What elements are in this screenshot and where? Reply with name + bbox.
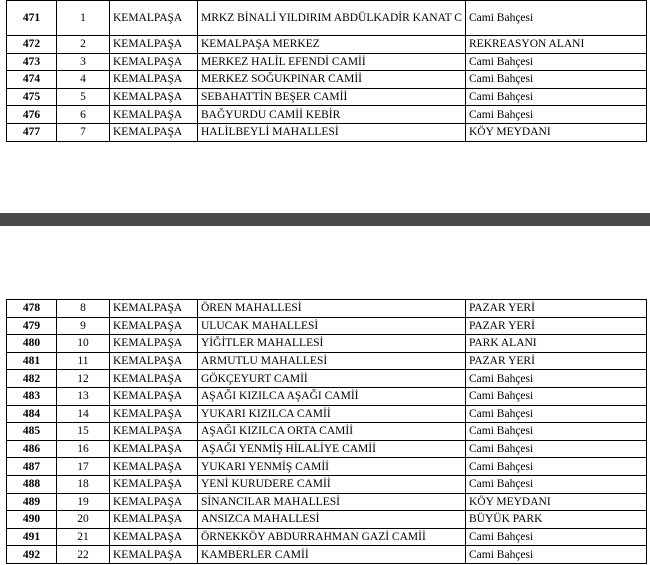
- assembly-area-table-top: [6, 0, 647, 142]
- table-row: [7, 528, 647, 546]
- district-cell: KEMALPAŞA: [110, 546, 198, 564]
- area-type-cell: PAZAR YERİ: [466, 300, 647, 318]
- assembly-area-table-bottom: [6, 299, 647, 564]
- table-row: [7, 300, 647, 318]
- location-cell: AŞAĞI KIZILCA AŞAĞI CAMİİ: [198, 387, 466, 405]
- row-number-cell: 480: [7, 335, 57, 353]
- district-cell: KEMALPAŞA: [110, 88, 198, 106]
- location-cell: ÖRNEKKÖY ABDURRAHMAN GAZİ CAMİİ: [198, 528, 466, 546]
- row-index-cell: 10: [57, 335, 110, 353]
- row-number-cell: 489: [7, 493, 57, 511]
- area-type-cell: Cami Bahçesi: [466, 370, 647, 388]
- area-type-cell: Cami Bahçesi: [466, 528, 647, 546]
- row-number-cell: 487: [7, 458, 57, 476]
- row-number-cell: 488: [7, 475, 57, 493]
- row-number-cell: 473: [7, 53, 57, 71]
- table-row: [7, 546, 647, 564]
- table-row: [7, 335, 647, 353]
- location-cell: KAMBERLER CAMİİ: [198, 546, 466, 564]
- location-cell: MERKEZ SOĞUKPINAR CAMİİ: [198, 71, 466, 89]
- location-cell: MRKZ BİNALİ YILDIRIM ABDÜLKADİR KANAT C: [198, 1, 466, 36]
- location-cell: ARMUTLU MAHALLESİ: [198, 352, 466, 370]
- location-cell: AŞAĞI KIZILCA ORTA CAMİİ: [198, 423, 466, 441]
- location-cell: YİĞİTLER MAHALLESİ: [198, 335, 466, 353]
- district-cell: KEMALPAŞA: [110, 300, 198, 318]
- area-type-cell: REKREASYON ALANI: [466, 36, 647, 54]
- row-number-cell: 491: [7, 528, 57, 546]
- table-row: [7, 1, 647, 36]
- location-cell: HALİLBEYLİ MAHALLESİ: [198, 123, 466, 141]
- row-index-cell: 8: [57, 300, 110, 318]
- row-number-cell: 472: [7, 36, 57, 54]
- row-number-cell: 476: [7, 106, 57, 124]
- row-index-cell: 15: [57, 423, 110, 441]
- district-cell: KEMALPAŞA: [110, 106, 198, 124]
- table-row: [7, 475, 647, 493]
- location-cell: MERKEZ HALİL EFENDİ CAMİİ: [198, 53, 466, 71]
- area-type-cell: Cami Bahçesi: [466, 405, 647, 423]
- area-type-cell: Cami Bahçesi: [466, 423, 647, 441]
- area-type-cell: PAZAR YERİ: [466, 317, 647, 335]
- area-type-cell: KÖY MEYDANI: [466, 493, 647, 511]
- district-cell: KEMALPAŞA: [110, 335, 198, 353]
- row-index-cell: 13: [57, 387, 110, 405]
- row-number-cell: 486: [7, 440, 57, 458]
- area-type-cell: Cami Bahçesi: [466, 546, 647, 564]
- row-index-cell: 22: [57, 546, 110, 564]
- row-index-cell: 7: [57, 123, 110, 141]
- location-cell: SİNANCILAR MAHALLESİ: [198, 493, 466, 511]
- area-type-cell: Cami Bahçesi: [466, 440, 647, 458]
- row-number-cell: 475: [7, 88, 57, 106]
- table-row: [7, 71, 647, 89]
- district-cell: KEMALPAŞA: [110, 475, 198, 493]
- row-number-cell: 482: [7, 370, 57, 388]
- row-index-cell: 9: [57, 317, 110, 335]
- district-cell: KEMALPAŞA: [110, 423, 198, 441]
- area-type-cell: Cami Bahçesi: [466, 1, 647, 36]
- area-type-cell: Cami Bahçesi: [466, 71, 647, 89]
- district-cell: KEMALPAŞA: [110, 53, 198, 71]
- location-cell: ULUCAK MAHALLESİ: [198, 317, 466, 335]
- district-cell: KEMALPAŞA: [110, 405, 198, 423]
- district-cell: KEMALPAŞA: [110, 387, 198, 405]
- row-index-cell: 12: [57, 370, 110, 388]
- row-index-cell: 14: [57, 405, 110, 423]
- location-cell: KEMALPAŞA MERKEZ: [198, 36, 466, 54]
- table-row: [7, 440, 647, 458]
- row-index-cell: 18: [57, 475, 110, 493]
- row-number-cell: 477: [7, 123, 57, 141]
- area-type-cell: BÜYÜK PARK: [466, 511, 647, 529]
- district-cell: KEMALPAŞA: [110, 352, 198, 370]
- row-number-cell: 484: [7, 405, 57, 423]
- table-row: [7, 352, 647, 370]
- district-cell: KEMALPAŞA: [110, 317, 198, 335]
- row-index-cell: 16: [57, 440, 110, 458]
- area-type-cell: Cami Bahçesi: [466, 387, 647, 405]
- table-row: [7, 88, 647, 106]
- district-cell: KEMALPAŞA: [110, 511, 198, 529]
- table-row: [7, 370, 647, 388]
- row-index-cell: 5: [57, 88, 110, 106]
- district-cell: KEMALPAŞA: [110, 36, 198, 54]
- row-index-cell: 19: [57, 493, 110, 511]
- district-cell: KEMALPAŞA: [110, 71, 198, 89]
- table-row: [7, 123, 647, 141]
- area-type-cell: KÖY MEYDANI: [466, 123, 647, 141]
- row-index-cell: 4: [57, 71, 110, 89]
- row-index-cell: 2: [57, 36, 110, 54]
- district-cell: KEMALPAŞA: [110, 1, 198, 36]
- row-number-cell: 478: [7, 300, 57, 318]
- row-index-cell: 11: [57, 352, 110, 370]
- table-row: [7, 423, 647, 441]
- row-number-cell: 483: [7, 387, 57, 405]
- row-index-cell: 1: [57, 1, 110, 36]
- table-row: [7, 106, 647, 124]
- location-cell: YUKARI YENMİŞ CAMİİ: [198, 458, 466, 476]
- table-row: [7, 493, 647, 511]
- district-cell: KEMALPAŞA: [110, 440, 198, 458]
- row-index-cell: 3: [57, 53, 110, 71]
- location-cell: AŞAĞI YENMİŞ HİLALİYE CAMİİ: [198, 440, 466, 458]
- row-number-cell: 481: [7, 352, 57, 370]
- row-index-cell: 6: [57, 106, 110, 124]
- location-cell: YENİ KURUDERE CAMİİ: [198, 475, 466, 493]
- district-cell: KEMALPAŞA: [110, 458, 198, 476]
- row-number-cell: 490: [7, 511, 57, 529]
- row-index-cell: 21: [57, 528, 110, 546]
- district-cell: KEMALPAŞA: [110, 493, 198, 511]
- location-cell: BAĞYURDU CAMİİ KEBİR: [198, 106, 466, 124]
- district-cell: KEMALPAŞA: [110, 528, 198, 546]
- location-cell: YUKARI KIZILCA CAMİİ: [198, 405, 466, 423]
- location-cell: GÖKÇEYURT CAMİİ: [198, 370, 466, 388]
- table-row: [7, 511, 647, 529]
- area-type-cell: Cami Bahçesi: [466, 106, 647, 124]
- area-type-cell: Cami Bahçesi: [466, 475, 647, 493]
- district-cell: KEMALPAŞA: [110, 123, 198, 141]
- row-number-cell: 471: [7, 1, 57, 36]
- area-type-cell: Cami Bahçesi: [466, 88, 647, 106]
- table-row: [7, 405, 647, 423]
- area-type-cell: Cami Bahçesi: [466, 458, 647, 476]
- row-number-cell: 474: [7, 71, 57, 89]
- table-row: [7, 36, 647, 54]
- row-index-cell: 20: [57, 511, 110, 529]
- table-row: [7, 387, 647, 405]
- row-number-cell: 485: [7, 423, 57, 441]
- table-row: [7, 458, 647, 476]
- location-cell: ÖREN MAHALLESİ: [198, 300, 466, 318]
- table-row: [7, 317, 647, 335]
- table-row: [7, 53, 647, 71]
- row-number-cell: 479: [7, 317, 57, 335]
- area-type-cell: Cami Bahçesi: [466, 53, 647, 71]
- district-cell: KEMALPAŞA: [110, 370, 198, 388]
- row-number-cell: 492: [7, 546, 57, 564]
- row-index-cell: 17: [57, 458, 110, 476]
- page-break-divider: [0, 213, 650, 226]
- location-cell: SEBAHATTİN BEŞER CAMİİ: [198, 88, 466, 106]
- area-type-cell: PARK ALANI: [466, 335, 647, 353]
- area-type-cell: PAZAR YERİ: [466, 352, 647, 370]
- location-cell: ANSIZCA MAHALLESİ: [198, 511, 466, 529]
